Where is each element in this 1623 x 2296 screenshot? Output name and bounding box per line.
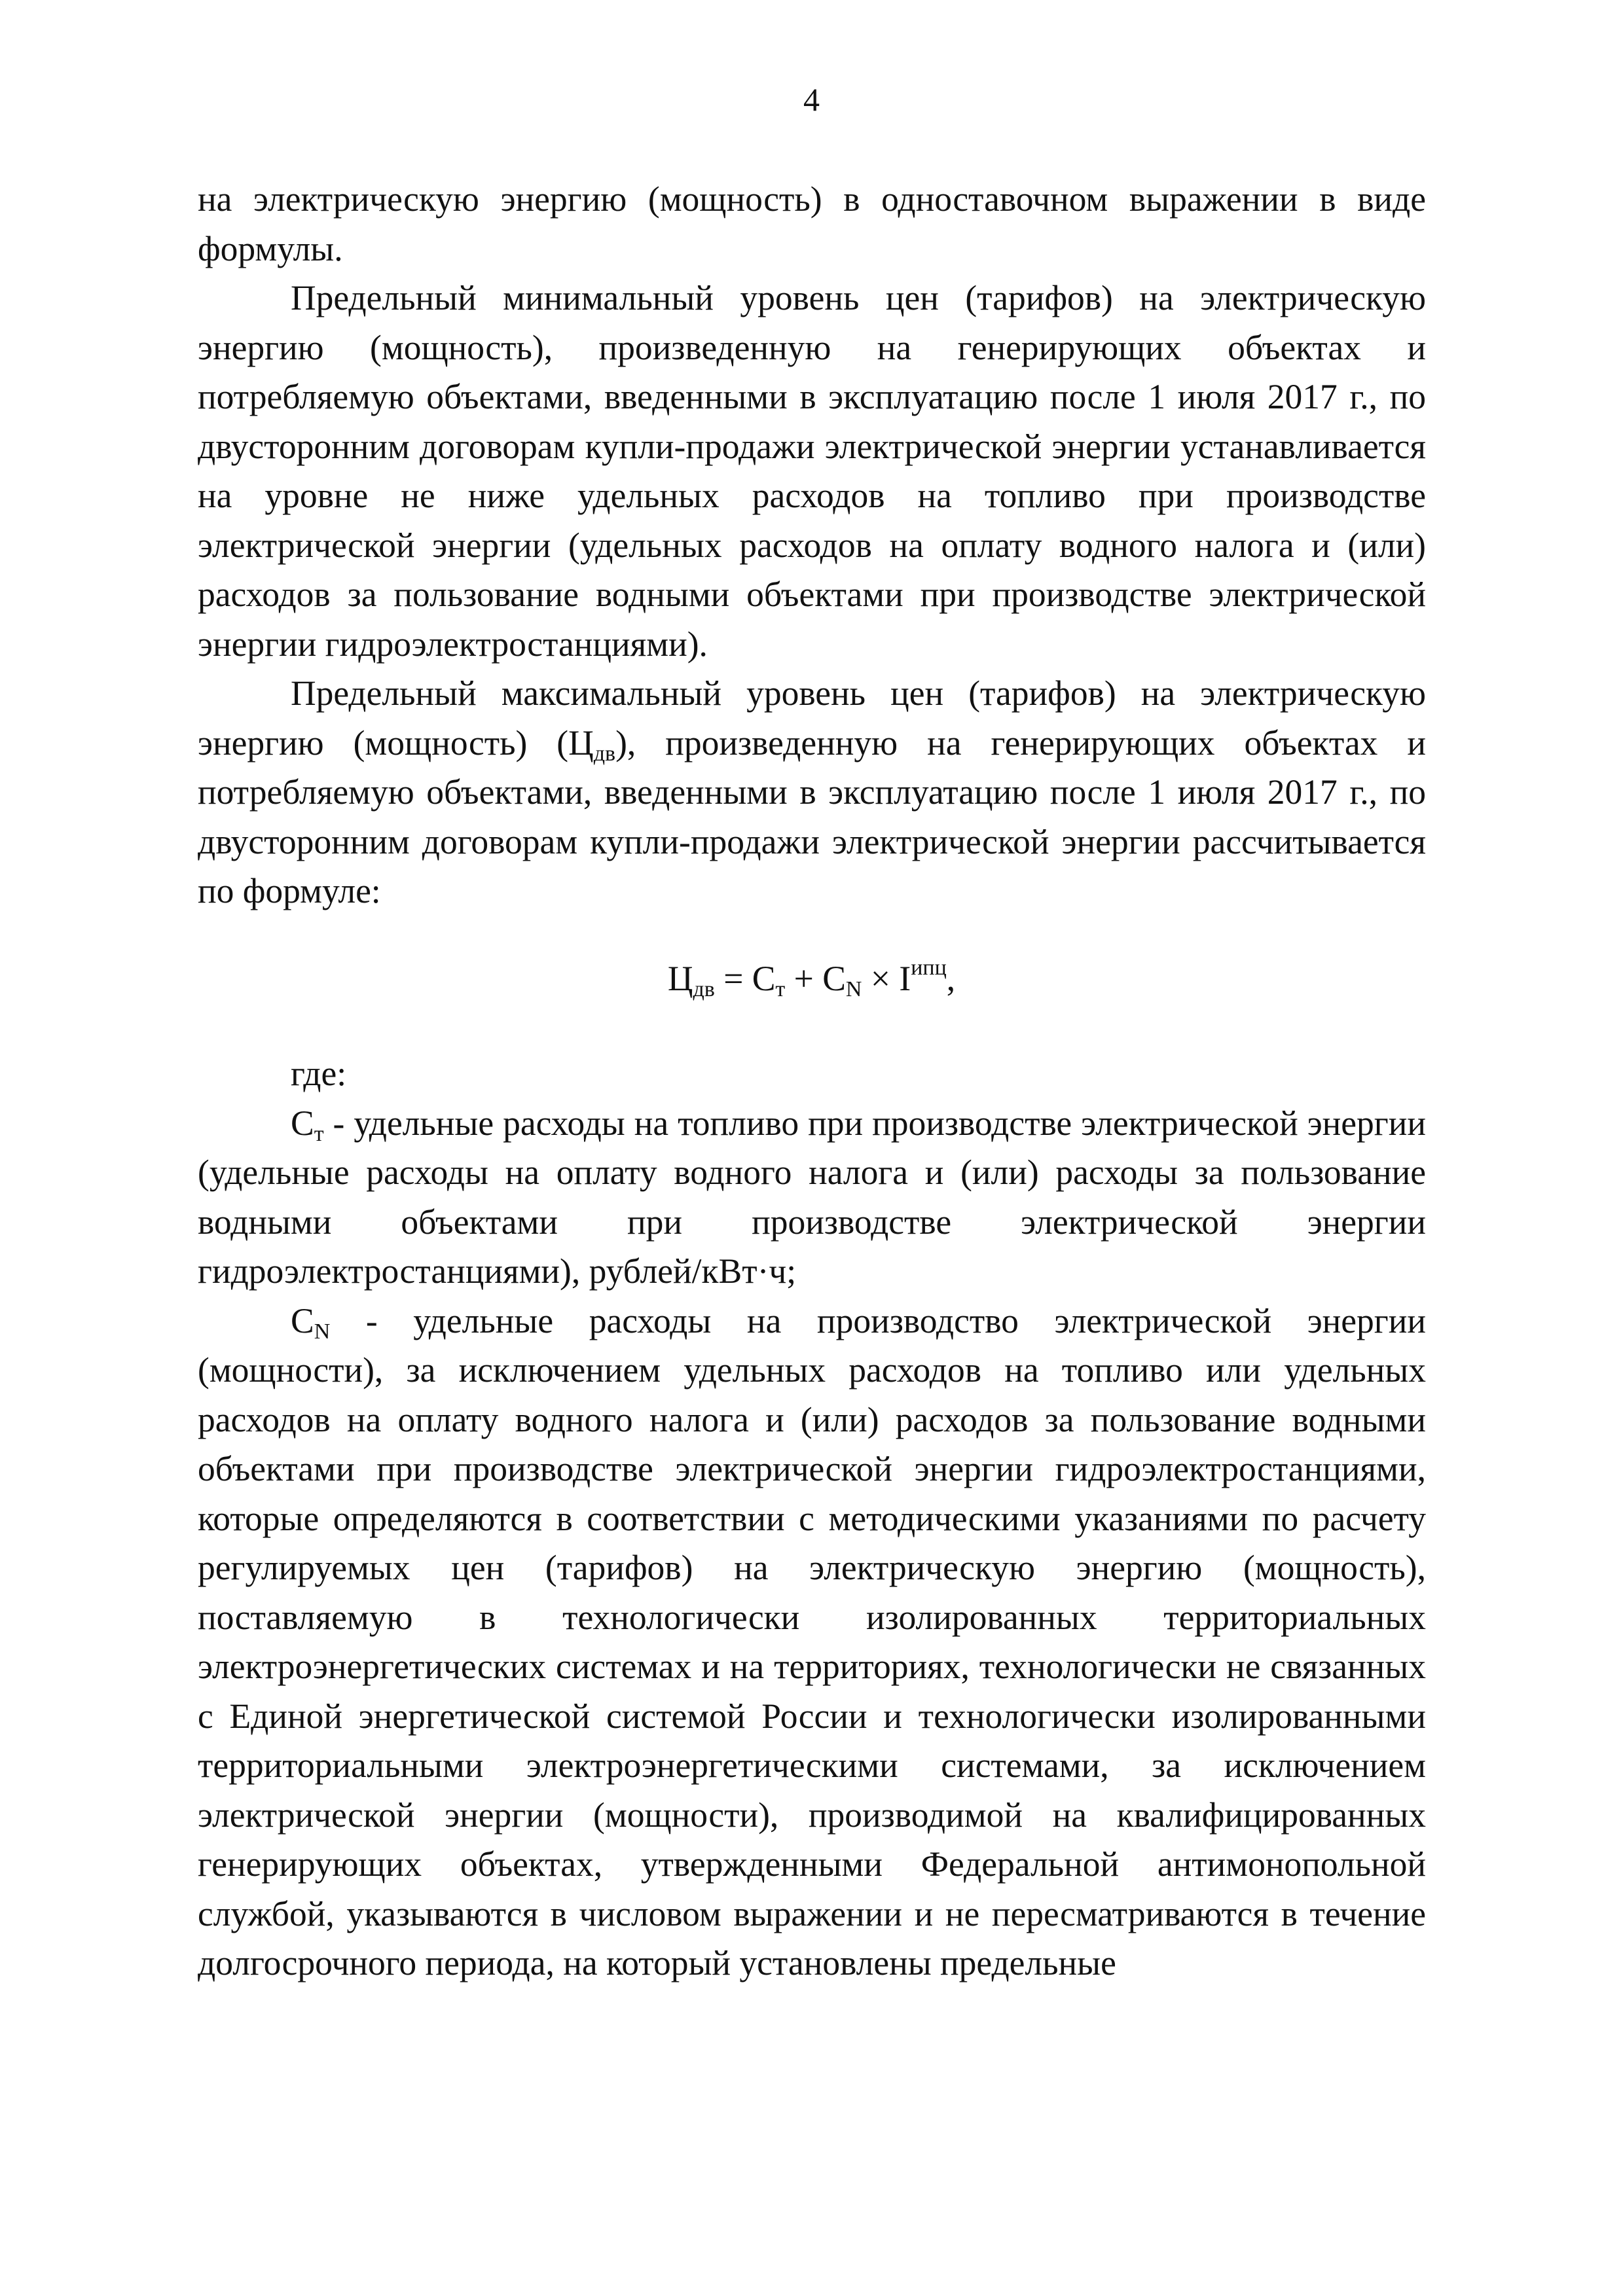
formula-cn-subscript: N <box>845 977 862 1001</box>
formula-lhs-subscript: дв <box>693 977 715 1001</box>
formula-ct-subscript: т <box>775 977 786 1001</box>
where-label: где: <box>291 1054 347 1093</box>
paragraph-max-level <box>198 669 1426 916</box>
paragraph-intro: на электрическую энергию (мощность) в одноставочном выражении в виде формулы. <box>198 179 1426 268</box>
cn-symbol-subscript: N <box>314 1319 331 1344</box>
text-bottom <box>198 1049 1426 1988</box>
text-top <box>198 175 1426 916</box>
page-number: 4 <box>803 81 820 118</box>
formula-eq-ct: = С <box>714 959 776 998</box>
max-level-text-after: ), произведенную на генерирующих объектах и потребляемую объектами, введенными в эксплуатацию после 1 июля 2017 г., по двусторонним договорам купли-продажи электрической энергии рассчитывается по формуле: <box>198 723 1426 910</box>
definition-cn <box>198 1297 1426 1988</box>
paragraph-min-level: Предельный минимальный уровень цен (тарифов) на электрическую энергию (мощность), произведенную на генерирующих объектах и потребляемую объектами, введенными в эксплуатацию после 1 июля 2017 г., по двусторонним договорам купли-продажи электрической энергии устанавливается на уровне не ниже удельных расходов на топливо при производстве электрической энергии (удельных расходов на оплату водного налога и (или) расходов за пользование водными объектами при производстве электрической энергии гидроэлектростанциями). <box>198 278 1426 664</box>
formula-i-superscript: ипц <box>911 956 947 980</box>
price-formula <box>0 954 1623 1003</box>
ct-symbol-subscript: т <box>314 1121 324 1146</box>
cn-definition-text: - удельные расходы на производство электрической энергии (мощности), за исключением удельных расходов на топливо или удельных расходов на оплату водного налога и (или) расходов за пользование водными объектами при производстве электрической энергии гидроэлектростанциями, которые определяются в соответствии с методическими указаниями по расчету регулируемых цен (тарифов) на электрическую энергию (мощность), поставляемую в технологически изолированных территориальных электроэнергетических системах и на территориях, технологически не связанных с Единой энергетической системой России и технологически изолированными территориальными электроэнергетическими системами, за исключением электрической энергии (мощности), производимой на квалифицированных генерирующих объектах, утвержденными Федеральной антимонопольной службой, указываются в числовом выражении и не пересматриваются в течение долгосрочного периода, на который установлены предельные <box>198 1300 1426 1982</box>
ct-definition-text: - удельные расходы на топливо при производстве электрической энергии (удельные расходы на оплату водного налога и (или) расходы за пользование водными объектами при производстве электрической энергии гидроэлектростанциями), рублей/кВт·ч; <box>198 1103 1426 1291</box>
ct-symbol: С <box>291 1103 314 1143</box>
formula-times-i: × I <box>862 959 911 998</box>
max-level-subscript: дв <box>593 741 616 766</box>
cn-symbol: С <box>291 1300 314 1340</box>
max-level-text-before: Предельный максимальный уровень цен (тарифов) на электрическую энергию (мощность) (Ц <box>198 673 1426 762</box>
formula-tail: , <box>946 959 956 998</box>
definition-ct <box>198 1099 1426 1297</box>
formula-plus-cn: + С <box>785 959 846 998</box>
formula-lhs: Ц <box>667 959 693 998</box>
